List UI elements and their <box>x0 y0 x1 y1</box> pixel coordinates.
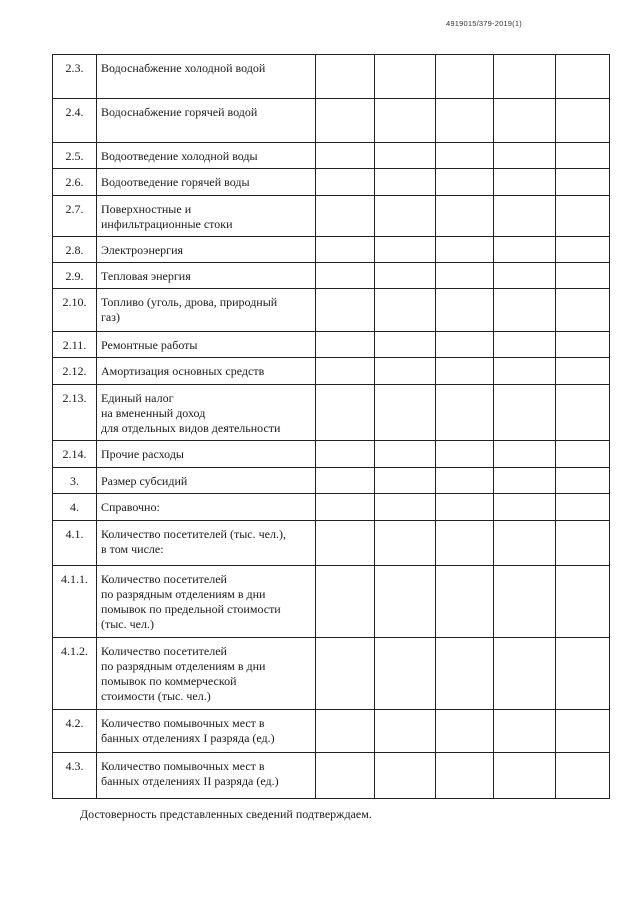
value-cell <box>494 753 556 799</box>
value-cell <box>436 358 494 385</box>
row-label-line: банных отделениях I разряда (ед.) <box>101 731 275 745</box>
row-label <box>97 753 316 799</box>
table-row <box>53 441 610 468</box>
row-label <box>97 468 316 494</box>
value-cell <box>494 441 556 468</box>
value-cell <box>494 521 556 566</box>
value-cell <box>494 55 556 99</box>
value-cell <box>556 99 610 143</box>
value-cell <box>375 55 436 99</box>
table-row <box>53 196 610 237</box>
row-number: 4.1.2. <box>53 638 97 710</box>
value-cell <box>436 710 494 753</box>
table-row <box>53 55 610 99</box>
value-cell <box>375 385 436 441</box>
row-label-line: Количество помывочных мест в <box>101 759 265 773</box>
value-cell <box>375 441 436 468</box>
table-row <box>53 358 610 385</box>
value-cell <box>316 55 375 99</box>
table-row <box>53 753 610 799</box>
value-cell <box>494 710 556 753</box>
value-cell <box>316 385 375 441</box>
value-cell <box>436 196 494 237</box>
value-cell <box>375 263 436 289</box>
row-number: 2.9. <box>53 263 97 289</box>
row-label-line: Прочие расходы <box>101 447 184 461</box>
row-label-line: Количество посетителей <box>101 572 227 586</box>
value-cell <box>316 99 375 143</box>
row-label-line: для отдельных видов деятельности <box>101 421 281 435</box>
value-cell <box>316 441 375 468</box>
row-label-line: стоимости (тыс. чел.) <box>101 689 211 703</box>
value-cell <box>316 263 375 289</box>
value-cell <box>316 169 375 196</box>
value-cell <box>316 358 375 385</box>
value-cell <box>375 521 436 566</box>
value-cell <box>316 710 375 753</box>
value-cell <box>436 169 494 196</box>
row-label-line: Водоотведение горячей воды <box>101 175 250 189</box>
value-cell <box>556 196 610 237</box>
row-label-line: Количество посетителей <box>101 644 227 658</box>
table-row <box>53 468 610 494</box>
value-cell <box>494 289 556 332</box>
value-cell <box>494 468 556 494</box>
row-label <box>97 196 316 237</box>
row-label <box>97 289 316 332</box>
row-label-line: банных отделениях II разряда (ед.) <box>101 774 279 788</box>
value-cell <box>494 143 556 169</box>
row-label <box>97 332 316 358</box>
table-row <box>53 494 610 521</box>
value-cell <box>556 289 610 332</box>
value-cell <box>556 710 610 753</box>
value-cell <box>375 332 436 358</box>
row-label <box>97 99 316 143</box>
row-label-line: на вмененный доход <box>101 406 206 420</box>
value-cell <box>316 521 375 566</box>
row-label-line: Ремонтные работы <box>101 338 198 352</box>
row-label-line: Единый налог <box>101 391 174 405</box>
table-row <box>53 169 610 196</box>
row-label <box>97 638 316 710</box>
value-cell <box>436 263 494 289</box>
value-cell <box>556 468 610 494</box>
value-cell <box>375 566 436 638</box>
value-cell <box>375 289 436 332</box>
value-cell <box>494 385 556 441</box>
row-number: 4.3. <box>53 753 97 799</box>
row-label <box>97 358 316 385</box>
value-cell <box>494 638 556 710</box>
row-label-line: Топливо (уголь, дрова, природный <box>101 295 278 309</box>
value-cell <box>316 494 375 521</box>
row-label <box>97 494 316 521</box>
value-cell <box>556 441 610 468</box>
row-label <box>97 385 316 441</box>
value-cell <box>375 169 436 196</box>
value-cell <box>316 332 375 358</box>
value-cell <box>494 169 556 196</box>
value-cell <box>316 143 375 169</box>
row-label <box>97 263 316 289</box>
table-row <box>53 99 610 143</box>
row-label-line: Водоснабжение горячей водой <box>101 105 258 119</box>
table-row <box>53 710 610 753</box>
value-cell <box>556 263 610 289</box>
row-label-line: в том числе: <box>101 542 164 556</box>
value-cell <box>556 332 610 358</box>
value-cell <box>316 468 375 494</box>
value-cell <box>556 143 610 169</box>
row-number: 2.11. <box>53 332 97 358</box>
row-label-line: (тыс. чел.) <box>101 617 154 631</box>
value-cell <box>436 332 494 358</box>
value-cell <box>436 494 494 521</box>
row-label <box>97 521 316 566</box>
value-cell <box>436 289 494 332</box>
row-label-line: Поверхностные и <box>101 202 192 216</box>
value-cell <box>316 237 375 263</box>
table-row <box>53 385 610 441</box>
value-cell <box>375 710 436 753</box>
budget-table <box>52 54 610 799</box>
value-cell <box>494 358 556 385</box>
row-label-line: газ) <box>101 310 120 324</box>
row-number: 3. <box>53 468 97 494</box>
row-label-line: помывок по предельной стоимости <box>101 602 281 616</box>
value-cell <box>436 55 494 99</box>
row-number: 2.13. <box>53 385 97 441</box>
value-cell <box>375 237 436 263</box>
table-row <box>53 332 610 358</box>
row-label <box>97 169 316 196</box>
row-number: 2.4. <box>53 99 97 143</box>
value-cell <box>375 358 436 385</box>
value-cell <box>494 494 556 521</box>
value-cell <box>556 494 610 521</box>
row-label-line: Справочно: <box>101 500 160 514</box>
value-cell <box>494 332 556 358</box>
value-cell <box>556 237 610 263</box>
value-cell <box>494 566 556 638</box>
table-row <box>53 289 610 332</box>
value-cell <box>436 143 494 169</box>
row-number: 2.5. <box>53 143 97 169</box>
value-cell <box>436 638 494 710</box>
row-label <box>97 143 316 169</box>
row-label-line: помывок по коммерческой <box>101 674 237 688</box>
value-cell <box>436 441 494 468</box>
value-cell <box>436 753 494 799</box>
value-cell <box>316 289 375 332</box>
row-number: 2.8. <box>53 237 97 263</box>
row-number: 4. <box>53 494 97 521</box>
row-number: 2.12. <box>53 358 97 385</box>
row-number: 4.1. <box>53 521 97 566</box>
row-number: 4.2. <box>53 710 97 753</box>
value-cell <box>316 753 375 799</box>
row-number: 2.6. <box>53 169 97 196</box>
row-label-line: Амортизация основных средств <box>101 364 265 378</box>
row-label-line: по разрядным отделениям в дни <box>101 587 266 601</box>
table-row <box>53 237 610 263</box>
value-cell <box>316 638 375 710</box>
value-cell <box>556 385 610 441</box>
value-cell <box>316 196 375 237</box>
value-cell <box>436 521 494 566</box>
value-cell <box>436 468 494 494</box>
value-cell <box>494 237 556 263</box>
row-label-line: Количество помывочных мест в <box>101 716 265 730</box>
table-row <box>53 521 610 566</box>
value-cell <box>436 385 494 441</box>
row-label <box>97 441 316 468</box>
row-label-line: Водоотведение холодной воды <box>101 149 258 163</box>
row-number: 2.14. <box>53 441 97 468</box>
row-number: 4.1.1. <box>53 566 97 638</box>
value-cell <box>494 263 556 289</box>
row-label-line: Количество посетителей (тыс. чел.), <box>101 527 286 541</box>
row-label-line: Водоснабжение холодной водой <box>101 61 266 75</box>
row-label-line: Размер субсидий <box>101 474 188 488</box>
value-cell <box>375 99 436 143</box>
row-label-line: Тепловая энергия <box>101 269 191 283</box>
row-label-line: по разрядным отделениям в дни <box>101 659 266 673</box>
value-cell <box>375 143 436 169</box>
table-row <box>53 566 610 638</box>
row-label <box>97 710 316 753</box>
value-cell <box>556 55 610 99</box>
value-cell <box>494 196 556 237</box>
value-cell <box>316 566 375 638</box>
table-row <box>53 638 610 710</box>
confirmation-note: Достоверность представленных сведений подтверждаем. <box>80 807 372 821</box>
value-cell <box>375 753 436 799</box>
table-row <box>53 143 610 169</box>
value-cell <box>556 753 610 799</box>
value-cell <box>494 99 556 143</box>
document-id: 4919015/379-2019(1) <box>446 19 522 28</box>
value-cell <box>375 494 436 521</box>
value-cell <box>375 468 436 494</box>
value-cell <box>556 566 610 638</box>
row-label <box>97 55 316 99</box>
value-cell <box>556 521 610 566</box>
row-number: 2.7. <box>53 196 97 237</box>
row-label <box>97 237 316 263</box>
row-label-line: Электроэнергия <box>101 243 184 257</box>
value-cell <box>556 358 610 385</box>
table-row <box>53 263 610 289</box>
value-cell <box>436 99 494 143</box>
row-label <box>97 566 316 638</box>
row-label-line: инфильтрационные стоки <box>101 217 233 231</box>
value-cell <box>436 566 494 638</box>
row-number: 2.10. <box>53 289 97 332</box>
value-cell <box>436 237 494 263</box>
value-cell <box>375 638 436 710</box>
value-cell <box>556 169 610 196</box>
value-cell <box>556 638 610 710</box>
value-cell <box>375 196 436 237</box>
row-number: 2.3. <box>53 55 97 99</box>
